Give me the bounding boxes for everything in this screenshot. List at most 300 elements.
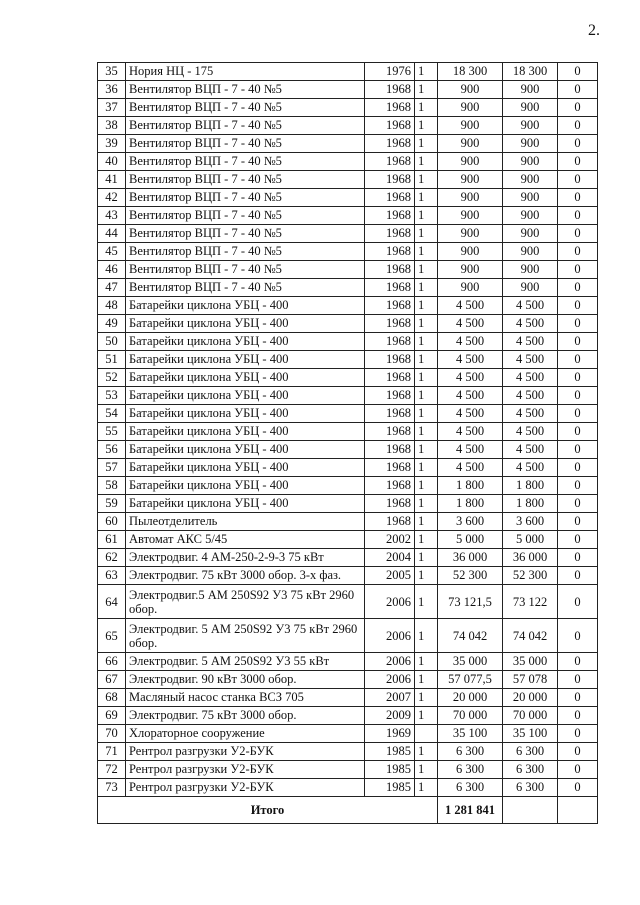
item-year: 1968 [365, 99, 415, 117]
row-number: 65 [98, 619, 126, 653]
item-quantity: 1 [415, 459, 438, 477]
item-year: 1968 [365, 81, 415, 99]
row-number: 58 [98, 477, 126, 495]
row-number: 63 [98, 567, 126, 585]
item-year: 1968 [365, 153, 415, 171]
item-residual: 0 [558, 207, 598, 225]
item-cost: 900 [438, 243, 503, 261]
item-cost: 900 [438, 99, 503, 117]
total-amount: 1 281 841 [438, 797, 503, 824]
item-quantity: 1 [415, 279, 438, 297]
item-value: 3 600 [503, 513, 558, 531]
item-year: 2002 [365, 531, 415, 549]
item-quantity: 1 [415, 531, 438, 549]
item-cost: 900 [438, 81, 503, 99]
item-residual: 0 [558, 99, 598, 117]
item-residual: 0 [558, 619, 598, 653]
item-residual: 0 [558, 243, 598, 261]
item-cost: 6 300 [438, 779, 503, 797]
item-cost: 4 500 [438, 459, 503, 477]
item-year: 1968 [365, 513, 415, 531]
row-number: 66 [98, 653, 126, 671]
item-cost: 4 500 [438, 405, 503, 423]
row-number: 55 [98, 423, 126, 441]
row-number: 57 [98, 459, 126, 477]
item-quantity: 1 [415, 619, 438, 653]
item-quantity: 1 [415, 63, 438, 81]
item-value: 4 500 [503, 297, 558, 315]
item-residual: 0 [558, 81, 598, 99]
item-cost: 4 500 [438, 441, 503, 459]
table-row [98, 315, 598, 333]
item-cost: 4 500 [438, 369, 503, 387]
table-row [98, 99, 598, 117]
item-residual: 0 [558, 549, 598, 567]
item-value: 900 [503, 279, 558, 297]
item-quantity: 1 [415, 423, 438, 441]
table-row [98, 567, 598, 585]
row-number: 61 [98, 531, 126, 549]
item-year: 1968 [365, 369, 415, 387]
row-number: 71 [98, 743, 126, 761]
item-residual: 0 [558, 315, 598, 333]
item-year: 1968 [365, 279, 415, 297]
item-name: Пылеотделитель [126, 513, 365, 531]
row-number: 56 [98, 441, 126, 459]
table-row [98, 189, 598, 207]
item-value: 4 500 [503, 459, 558, 477]
item-year: 2004 [365, 549, 415, 567]
item-name: Батарейки циклона УБЦ - 400 [126, 405, 365, 423]
item-value: 6 300 [503, 779, 558, 797]
row-number: 40 [98, 153, 126, 171]
item-value: 74 042 [503, 619, 558, 653]
item-quantity: 1 [415, 761, 438, 779]
item-value: 20 000 [503, 689, 558, 707]
item-quantity: 1 [415, 671, 438, 689]
table-row [98, 207, 598, 225]
item-value: 70 000 [503, 707, 558, 725]
item-value: 1 800 [503, 495, 558, 513]
item-value: 35 100 [503, 725, 558, 743]
total-empty-cell [558, 797, 598, 824]
item-quantity: 1 [415, 585, 438, 619]
item-name: Батарейки циклона УБЦ - 400 [126, 423, 365, 441]
table-row [98, 351, 598, 369]
row-number: 50 [98, 333, 126, 351]
row-number: 52 [98, 369, 126, 387]
table-row [98, 441, 598, 459]
item-quantity: 1 [415, 261, 438, 279]
item-residual: 0 [558, 279, 598, 297]
item-value: 900 [503, 99, 558, 117]
item-name: Рентрол разгрузки У2-БУК [126, 779, 365, 797]
item-quantity: 1 [415, 513, 438, 531]
item-cost: 6 300 [438, 761, 503, 779]
row-number: 67 [98, 671, 126, 689]
table-row [98, 243, 598, 261]
table-row [98, 743, 598, 761]
row-number: 45 [98, 243, 126, 261]
item-residual: 0 [558, 743, 598, 761]
item-residual: 0 [558, 261, 598, 279]
item-residual: 0 [558, 171, 598, 189]
table-row [98, 585, 598, 619]
item-residual: 0 [558, 495, 598, 513]
row-number: 51 [98, 351, 126, 369]
item-year: 1968 [365, 351, 415, 369]
row-number: 43 [98, 207, 126, 225]
item-quantity: 1 [415, 779, 438, 797]
item-cost: 4 500 [438, 423, 503, 441]
row-number: 37 [98, 99, 126, 117]
item-name: Электродвиг. 4 АМ-250-2-9-3 75 кВт [126, 549, 365, 567]
inventory-table [97, 62, 598, 824]
row-number: 41 [98, 171, 126, 189]
item-quantity: 1 [415, 653, 438, 671]
row-number: 54 [98, 405, 126, 423]
item-cost: 4 500 [438, 333, 503, 351]
item-cost: 4 500 [438, 387, 503, 405]
item-year: 1968 [365, 459, 415, 477]
item-value: 900 [503, 207, 558, 225]
item-residual: 0 [558, 153, 598, 171]
row-number: 73 [98, 779, 126, 797]
item-year: 2006 [365, 619, 415, 653]
row-number: 64 [98, 585, 126, 619]
item-name: Электродвиг. 75 кВт 3000 обор. 3-х фаз. [126, 567, 365, 585]
total-label: Итого [98, 797, 438, 824]
item-name: Электродвиг. 75 кВт 3000 обор. [126, 707, 365, 725]
table-row [98, 549, 598, 567]
table-row [98, 135, 598, 153]
item-name: Батарейки циклона УБЦ - 400 [126, 477, 365, 495]
item-name: Батарейки циклона УБЦ - 400 [126, 459, 365, 477]
item-value: 57 078 [503, 671, 558, 689]
item-year: 2009 [365, 707, 415, 725]
item-cost: 4 500 [438, 351, 503, 369]
item-year: 1976 [365, 63, 415, 81]
item-residual: 0 [558, 761, 598, 779]
row-number: 59 [98, 495, 126, 513]
item-quantity: 1 [415, 405, 438, 423]
row-number: 48 [98, 297, 126, 315]
item-value: 4 500 [503, 333, 558, 351]
table-row [98, 619, 598, 653]
item-name: Нория НЦ - 175 [126, 63, 365, 81]
item-residual: 0 [558, 369, 598, 387]
item-name: Батарейки циклона УБЦ - 400 [126, 315, 365, 333]
item-cost: 35 100 [438, 725, 503, 743]
item-residual: 0 [558, 333, 598, 351]
row-number: 70 [98, 725, 126, 743]
row-number: 46 [98, 261, 126, 279]
item-year: 1969 [365, 725, 415, 743]
item-name: Рентрол разгрузки У2-БУК [126, 761, 365, 779]
row-number: 72 [98, 761, 126, 779]
item-value: 900 [503, 81, 558, 99]
item-value: 900 [503, 261, 558, 279]
item-name: Вентилятор ВЦП - 7 - 40 №5 [126, 189, 365, 207]
item-residual: 0 [558, 297, 598, 315]
item-quantity: 1 [415, 333, 438, 351]
item-residual: 0 [558, 567, 598, 585]
item-residual: 0 [558, 225, 598, 243]
item-residual: 0 [558, 63, 598, 81]
item-cost: 6 300 [438, 743, 503, 761]
item-name: Вентилятор ВЦП - 7 - 40 №5 [126, 117, 365, 135]
item-name: Батарейки циклона УБЦ - 400 [126, 495, 365, 513]
item-name: Вентилятор ВЦП - 7 - 40 №5 [126, 81, 365, 99]
item-residual: 0 [558, 441, 598, 459]
item-year: 1968 [365, 333, 415, 351]
item-residual: 0 [558, 405, 598, 423]
item-residual: 0 [558, 707, 598, 725]
item-quantity: 1 [415, 441, 438, 459]
table-row [98, 513, 598, 531]
table-row [98, 279, 598, 297]
item-year: 1968 [365, 477, 415, 495]
item-cost: 1 800 [438, 477, 503, 495]
item-residual: 0 [558, 189, 598, 207]
item-year: 2007 [365, 689, 415, 707]
item-value: 900 [503, 189, 558, 207]
item-residual: 0 [558, 117, 598, 135]
item-year: 1968 [365, 297, 415, 315]
item-value: 35 000 [503, 653, 558, 671]
item-name: Вентилятор ВЦП - 7 - 40 №5 [126, 171, 365, 189]
table-row [98, 531, 598, 549]
item-name: Автомат АКС 5/45 [126, 531, 365, 549]
item-cost: 900 [438, 189, 503, 207]
item-value: 52 300 [503, 567, 558, 585]
item-year: 1985 [365, 779, 415, 797]
item-quantity: 1 [415, 99, 438, 117]
item-quantity: 1 [415, 315, 438, 333]
table-row [98, 459, 598, 477]
item-residual: 0 [558, 653, 598, 671]
row-number: 49 [98, 315, 126, 333]
item-value: 900 [503, 243, 558, 261]
item-value: 4 500 [503, 315, 558, 333]
item-cost: 900 [438, 135, 503, 153]
item-value: 4 500 [503, 387, 558, 405]
row-number: 60 [98, 513, 126, 531]
item-year: 1968 [365, 243, 415, 261]
item-year: 2006 [365, 671, 415, 689]
item-year: 1968 [365, 135, 415, 153]
item-quantity: 1 [415, 243, 438, 261]
item-value: 4 500 [503, 441, 558, 459]
item-cost: 35 000 [438, 653, 503, 671]
item-value: 5 000 [503, 531, 558, 549]
item-name: Батарейки циклона УБЦ - 400 [126, 369, 365, 387]
item-year: 2006 [365, 653, 415, 671]
row-number: 69 [98, 707, 126, 725]
item-quantity: 1 [415, 225, 438, 243]
item-quantity: 1 [415, 743, 438, 761]
item-value: 6 300 [503, 743, 558, 761]
item-value: 900 [503, 225, 558, 243]
item-quantity: 1 [415, 117, 438, 135]
table-row [98, 671, 598, 689]
item-quantity: 1 [415, 707, 438, 725]
table-row [98, 423, 598, 441]
item-cost: 4 500 [438, 315, 503, 333]
item-year: 1968 [365, 117, 415, 135]
table-row [98, 171, 598, 189]
table-row [98, 153, 598, 171]
table-row [98, 261, 598, 279]
item-cost: 5 000 [438, 531, 503, 549]
item-value: 4 500 [503, 423, 558, 441]
item-residual: 0 [558, 135, 598, 153]
item-name: Рентрол разгрузки У2-БУК [126, 743, 365, 761]
item-quantity: 1 [415, 689, 438, 707]
item-name: Электродвиг. 5 АМ 250S92 У3 75 кВт 2960 обор. [126, 619, 365, 653]
table-row [98, 707, 598, 725]
item-value: 4 500 [503, 369, 558, 387]
item-year: 2006 [365, 585, 415, 619]
page-number: 2. [588, 22, 600, 39]
table-row [98, 689, 598, 707]
item-cost: 70 000 [438, 707, 503, 725]
item-cost: 900 [438, 117, 503, 135]
item-name: Вентилятор ВЦП - 7 - 40 №5 [126, 135, 365, 153]
item-residual: 0 [558, 725, 598, 743]
item-year: 1968 [365, 423, 415, 441]
table-row [98, 117, 598, 135]
table-row [98, 387, 598, 405]
table-row [98, 653, 598, 671]
item-year: 1968 [365, 405, 415, 423]
item-cost: 900 [438, 153, 503, 171]
item-name: Масляный насос станка ВСЗ 705 [126, 689, 365, 707]
item-value: 900 [503, 135, 558, 153]
table-row [98, 779, 598, 797]
item-year: 1968 [365, 387, 415, 405]
table-row [98, 333, 598, 351]
item-year: 1968 [365, 189, 415, 207]
table-row [98, 369, 598, 387]
item-quantity: 1 [415, 189, 438, 207]
row-number: 42 [98, 189, 126, 207]
item-quantity: 1 [415, 549, 438, 567]
row-number: 39 [98, 135, 126, 153]
item-cost: 52 300 [438, 567, 503, 585]
item-name: Электродвиг. 90 кВт 3000 обор. [126, 671, 365, 689]
total-empty-cell [503, 797, 558, 824]
item-cost: 36 000 [438, 549, 503, 567]
item-residual: 0 [558, 423, 598, 441]
item-name: Вентилятор ВЦП - 7 - 40 №5 [126, 261, 365, 279]
item-quantity: 1 [415, 297, 438, 315]
table-row [98, 725, 598, 743]
total-row [98, 797, 598, 824]
item-residual: 0 [558, 387, 598, 405]
table-row [98, 81, 598, 99]
item-value: 900 [503, 117, 558, 135]
item-name: Вентилятор ВЦП - 7 - 40 №5 [126, 207, 365, 225]
item-quantity: 1 [415, 153, 438, 171]
row-number: 47 [98, 279, 126, 297]
item-name: Вентилятор ВЦП - 7 - 40 №5 [126, 153, 365, 171]
item-value: 4 500 [503, 405, 558, 423]
item-cost: 900 [438, 279, 503, 297]
item-name: Батарейки циклона УБЦ - 400 [126, 387, 365, 405]
item-quantity: 1 [415, 207, 438, 225]
item-residual: 0 [558, 779, 598, 797]
item-year: 1968 [365, 315, 415, 333]
item-year: 1968 [365, 225, 415, 243]
item-name: Электродвиг.5 АМ 250S92 У3 75 кВт 2960 обор. [126, 585, 365, 619]
item-cost: 74 042 [438, 619, 503, 653]
item-year: 2005 [365, 567, 415, 585]
row-number: 53 [98, 387, 126, 405]
item-cost: 3 600 [438, 513, 503, 531]
row-number: 38 [98, 117, 126, 135]
item-value: 6 300 [503, 761, 558, 779]
item-name: Батарейки циклона УБЦ - 400 [126, 351, 365, 369]
table-row [98, 225, 598, 243]
table-body [98, 63, 598, 797]
item-quantity: 1 [415, 567, 438, 585]
item-cost: 900 [438, 207, 503, 225]
item-year: 1968 [365, 261, 415, 279]
item-name: Батарейки циклона УБЦ - 400 [126, 333, 365, 351]
row-number: 68 [98, 689, 126, 707]
item-name: Вентилятор ВЦП - 7 - 40 №5 [126, 225, 365, 243]
item-residual: 0 [558, 671, 598, 689]
item-name: Хлораторное сооружение [126, 725, 365, 743]
row-number: 62 [98, 549, 126, 567]
item-cost: 73 121,5 [438, 585, 503, 619]
table-row [98, 63, 598, 81]
item-value: 900 [503, 153, 558, 171]
item-cost: 18 300 [438, 63, 503, 81]
table-row [98, 761, 598, 779]
row-number: 44 [98, 225, 126, 243]
item-cost: 57 077,5 [438, 671, 503, 689]
item-value: 4 500 [503, 351, 558, 369]
table-row [98, 477, 598, 495]
item-name: Вентилятор ВЦП - 7 - 40 №5 [126, 99, 365, 117]
item-residual: 0 [558, 513, 598, 531]
table-row [98, 297, 598, 315]
item-residual: 0 [558, 351, 598, 369]
item-value: 18 300 [503, 63, 558, 81]
row-number: 36 [98, 81, 126, 99]
item-residual: 0 [558, 459, 598, 477]
item-quantity: 1 [415, 135, 438, 153]
item-year: 1985 [365, 743, 415, 761]
item-name: Вентилятор ВЦП - 7 - 40 №5 [126, 279, 365, 297]
table-row [98, 405, 598, 423]
item-residual: 0 [558, 531, 598, 549]
item-quantity: 1 [415, 369, 438, 387]
item-year: 1985 [365, 761, 415, 779]
item-quantity [415, 725, 438, 743]
item-residual: 0 [558, 585, 598, 619]
item-value: 1 800 [503, 477, 558, 495]
row-number: 35 [98, 63, 126, 81]
item-name: Электродвиг. 5 АМ 250S92 У3 55 кВт [126, 653, 365, 671]
item-residual: 0 [558, 689, 598, 707]
item-quantity: 1 [415, 351, 438, 369]
table-row [98, 495, 598, 513]
item-cost: 900 [438, 225, 503, 243]
item-cost: 900 [438, 171, 503, 189]
